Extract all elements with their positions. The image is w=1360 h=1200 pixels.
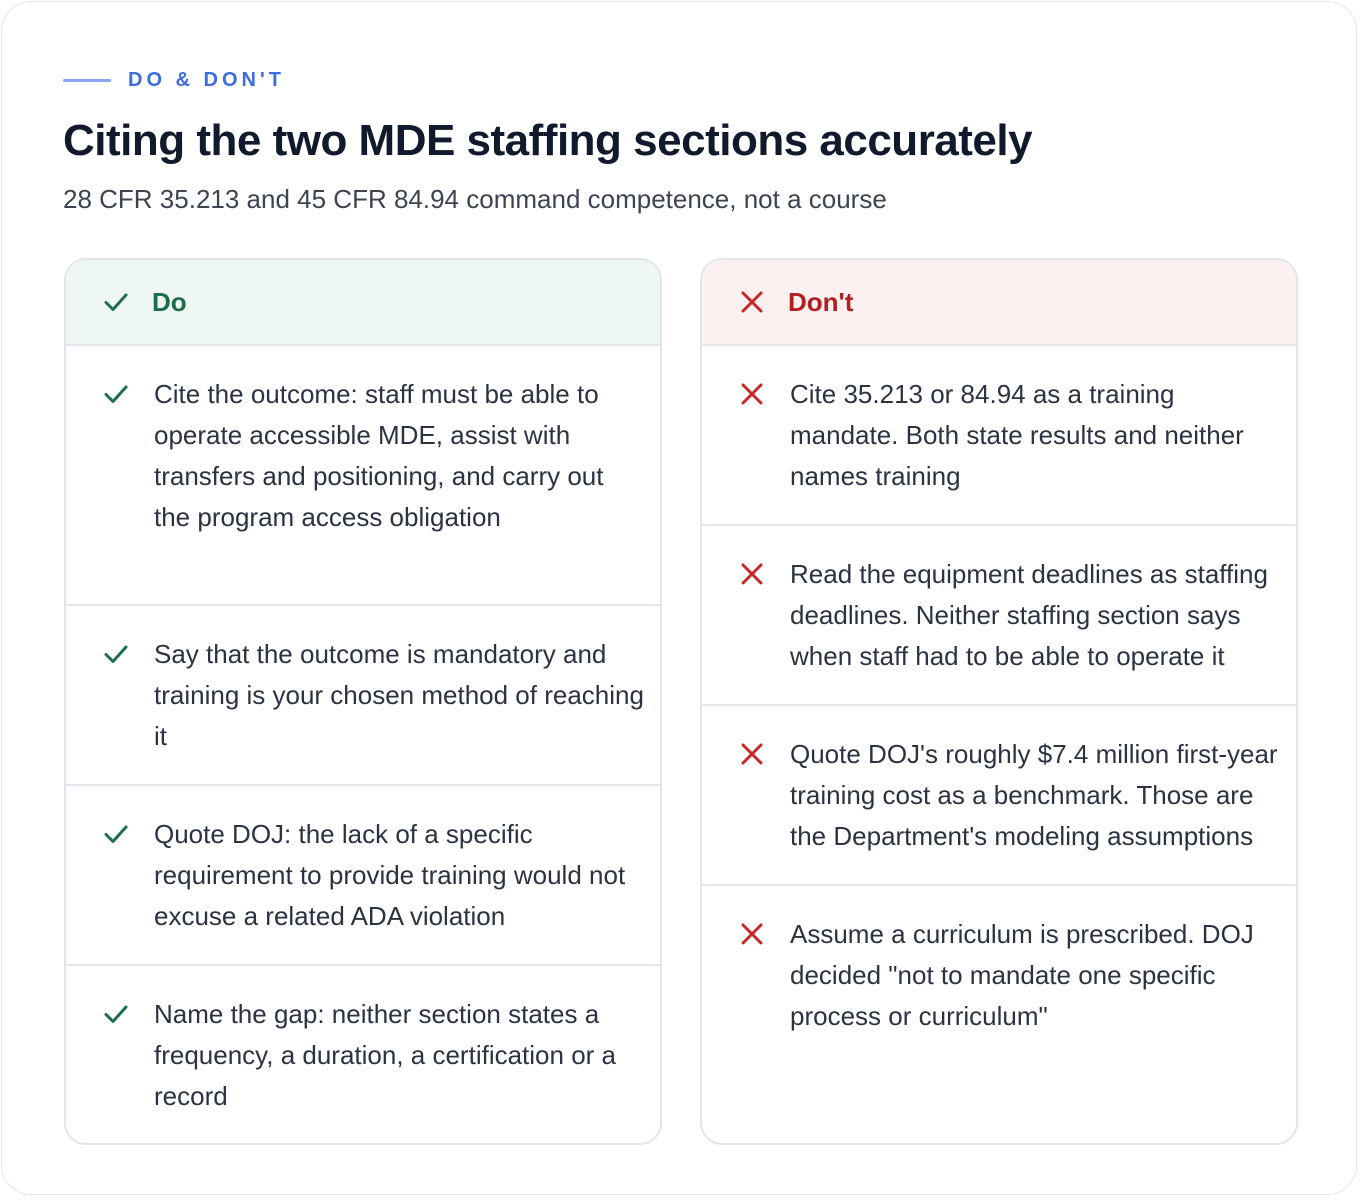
list-item xyxy=(66,606,660,786)
cross-icon xyxy=(738,560,766,588)
eyebrow-rule xyxy=(63,79,111,82)
dont-panel-title: Don't xyxy=(788,286,854,317)
list-item xyxy=(66,786,660,966)
page-title: Citing the two MDE staffing sections accurately xyxy=(63,116,1033,165)
list-item-text: Cite the outcome: staff must be able to operate accessible MDE, assist with transfers and positioning, and carry out the program access obligation xyxy=(154,379,604,532)
do-dont-card xyxy=(1,1,1357,1195)
list-item-text: Assume a curriculum is prescribed. DOJ decided "not to mandate one specific process or curriculum" xyxy=(790,919,1254,1031)
page-subtitle: 28 CFR 35.213 and 45 CFR 84.94 command competence, not a course xyxy=(63,184,887,214)
cross-icon xyxy=(738,380,766,408)
checkmark-icon xyxy=(102,640,130,668)
list-item xyxy=(66,966,660,1145)
list-item-text: Read the equipment deadlines as staffing deadlines. Neither staffing section says when staff had to be able to operate it xyxy=(790,559,1268,671)
do-panel-title: Do xyxy=(152,286,187,317)
list-item-text: Quote DOJ: the lack of a specific requirement to provide training would not excuse a related ADA violation xyxy=(154,819,626,931)
eyebrow-label: DO & DON'T xyxy=(128,68,285,91)
list-item xyxy=(702,886,1296,1066)
eyebrow xyxy=(63,68,285,92)
do-list xyxy=(66,346,660,1145)
dont-panel-header xyxy=(702,260,1296,346)
dont-panel xyxy=(700,258,1298,1145)
list-item-text: Say that the outcome is mandatory and training is your chosen method of reaching it xyxy=(154,639,644,751)
checkmark-icon xyxy=(102,1000,130,1028)
cross-icon xyxy=(738,920,766,948)
list-item-text: Cite 35.213 or 84.94 as a training mandate. Both state results and neither names training xyxy=(790,379,1244,491)
list-item-text: Quote DOJ's roughly $7.4 million first-year training cost as a benchmark. Those are the Department's modeling assumptions xyxy=(790,739,1278,851)
list-item xyxy=(66,346,660,606)
do-panel-header xyxy=(66,260,660,346)
checkmark-icon xyxy=(102,820,130,848)
list-item xyxy=(702,706,1296,886)
cross-icon xyxy=(738,740,766,768)
do-panel xyxy=(64,258,662,1145)
checkmark-icon xyxy=(102,380,130,408)
list-item xyxy=(702,346,1296,526)
dont-list xyxy=(702,346,1296,1066)
list-item xyxy=(702,526,1296,706)
list-item-text: Name the gap: neither section states a frequency, a duration, a certification or a record xyxy=(154,999,616,1111)
checkmark-icon xyxy=(102,288,130,316)
cross-icon xyxy=(738,288,766,316)
